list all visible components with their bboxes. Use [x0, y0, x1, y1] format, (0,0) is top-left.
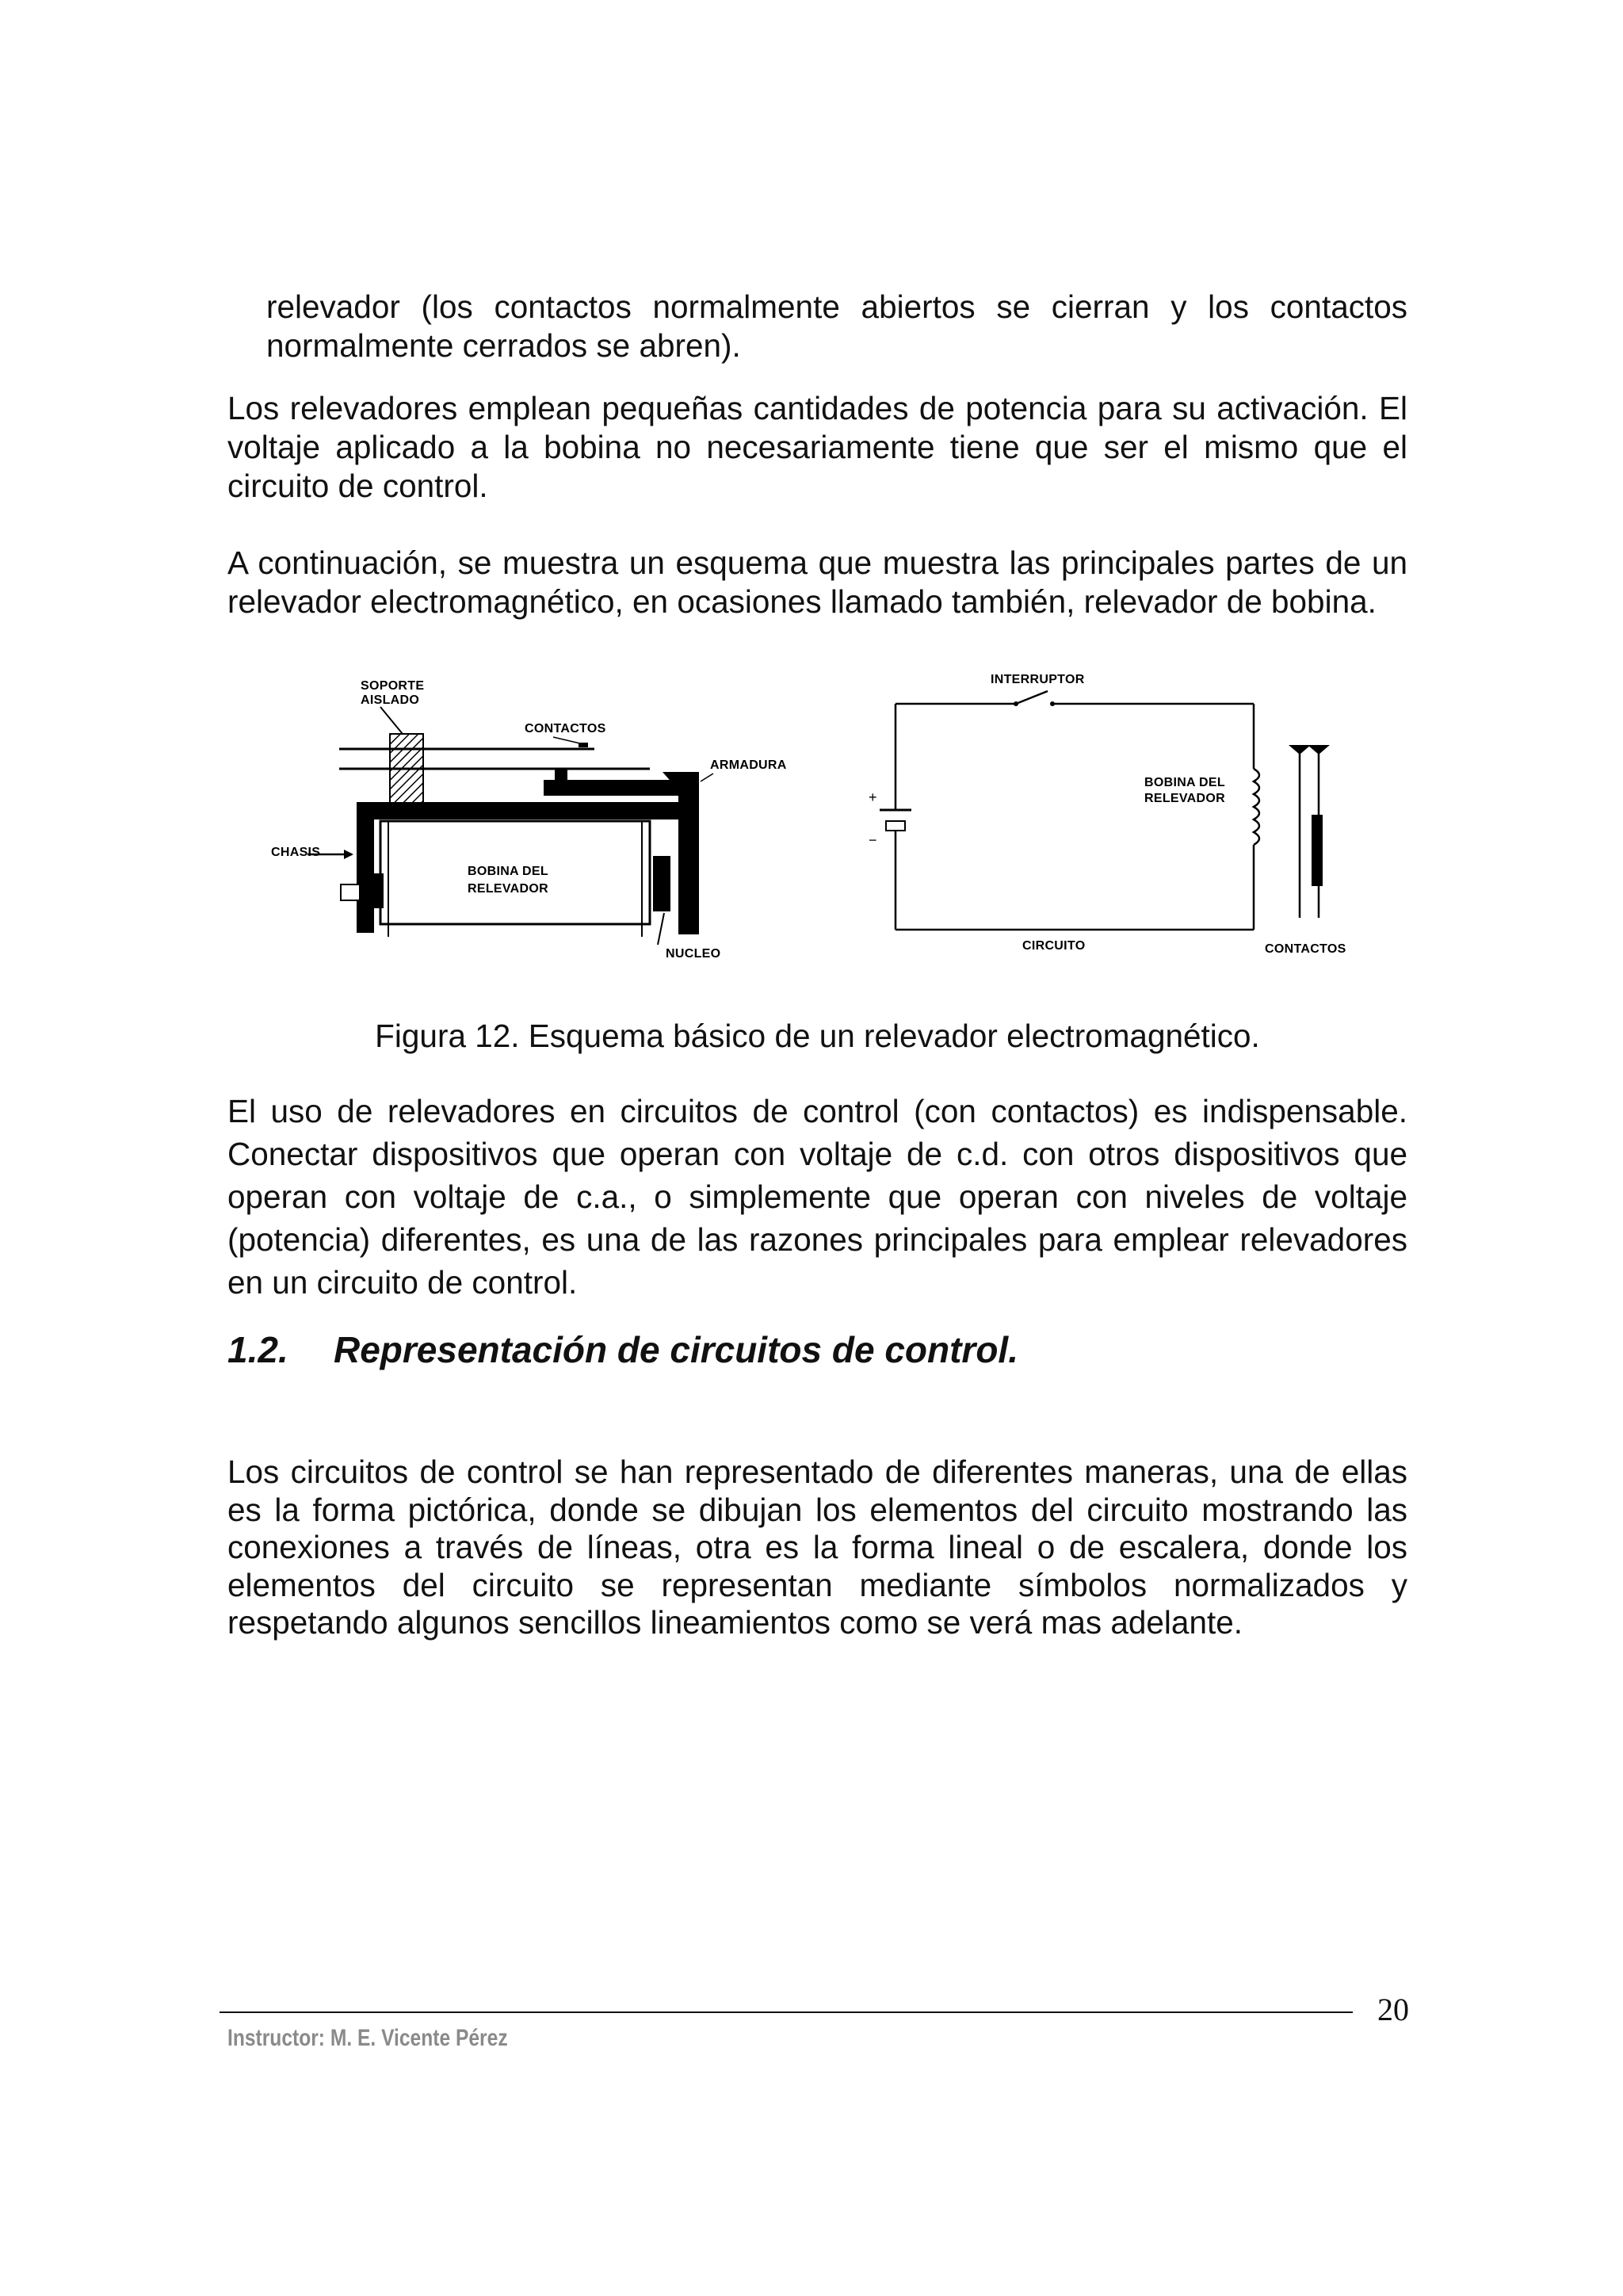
section-number: 1.2.	[227, 1329, 288, 1370]
armature	[544, 780, 678, 796]
relay-figure	[262, 666, 1371, 971]
label-plus: +	[869, 789, 877, 805]
label-armadura: ARMADURA	[710, 758, 787, 772]
chassis-top	[357, 802, 682, 819]
contact-point-lower	[555, 769, 567, 780]
switch-lever	[1016, 691, 1048, 704]
section-title: Representación de circuitos de control.	[334, 1329, 1018, 1370]
body-paragraph-2: Los relevadores emplean pequeñas cantidades de potencia para su activación. El voltaje aplicado a la bobina no necesariamente tiene que ser el mismo que el circuito de control.	[227, 390, 1407, 504]
label-contactos-top: CONTACTOS	[525, 722, 606, 735]
label-circuito: CIRCUITO	[1022, 939, 1086, 953]
chassis-left	[357, 802, 374, 933]
section-heading	[227, 1328, 1018, 1371]
label-contactos-bottom: CONTACTOS	[1265, 942, 1346, 956]
label-soporte: SOPORTE	[361, 679, 425, 693]
label-bobina-circ-2: RELEVADOR	[1144, 792, 1225, 805]
core	[653, 856, 670, 911]
body-paragraph-3: A continuación, se muestra un esquema que muestra las principales partes de un relevador electromagnético, en ocasiones llamado también, relevador de bobina.	[227, 544, 1407, 620]
label-chasis: CHASIS	[271, 846, 321, 859]
footer-divider	[220, 2011, 1353, 2013]
label-minus: −	[869, 832, 877, 848]
label-interruptor: INTERRUPTOR	[991, 673, 1085, 686]
relay-diagram	[262, 666, 1371, 967]
body-paragraph-1: relevador (los contactos normalmente abiertos se cierran y los contactos normalmente cerrados se abren).	[266, 288, 1407, 364]
label-bobina-2: RELEVADOR	[468, 882, 548, 896]
label-aislado: AISLADO	[361, 693, 420, 707]
label-bobina-circ-1: BOBINA DEL	[1144, 776, 1225, 789]
coil-symbol	[1254, 769, 1259, 845]
footer-author: Instructor: M. E. Vicente Pérez	[227, 2025, 508, 2051]
label-bobina-1: BOBINA DEL	[468, 865, 548, 878]
page-number: 20	[1377, 1992, 1409, 2027]
armature-pivot-bar	[678, 772, 699, 934]
label-nucleo: NUCLEO	[666, 947, 721, 961]
body-paragraph-5: Los circuitos de control se han representado de diferentes maneras, una de ellas es la forma pictórica, donde se dibujan los elementos del circuito mostrando las conexiones a través de líneas, otra es la forma lineal o de escalera, donde los elementos del circuito se representan mediante símbolos normalizados y respetando algunos sencillos lineamientos como se verá mas adelante.	[227, 1454, 1407, 1641]
battery-plate-negative	[886, 821, 905, 831]
figure-caption: Figura 12. Esquema básico de un relevador electromagnético.	[375, 1018, 1260, 1054]
body-paragraph-4: El uso de relevadores en circuitos de control (con contactos) es indispensable. Conectar dispositivos que operan con voltaje de c.d. con otros dispositivos que operan con voltaje de c.a., o simplemente que operan con niveles de voltaje (potencia) diferentes, es una de las razones principales para emplear relevadores en un circuito de control.	[227, 1093, 1407, 1301]
